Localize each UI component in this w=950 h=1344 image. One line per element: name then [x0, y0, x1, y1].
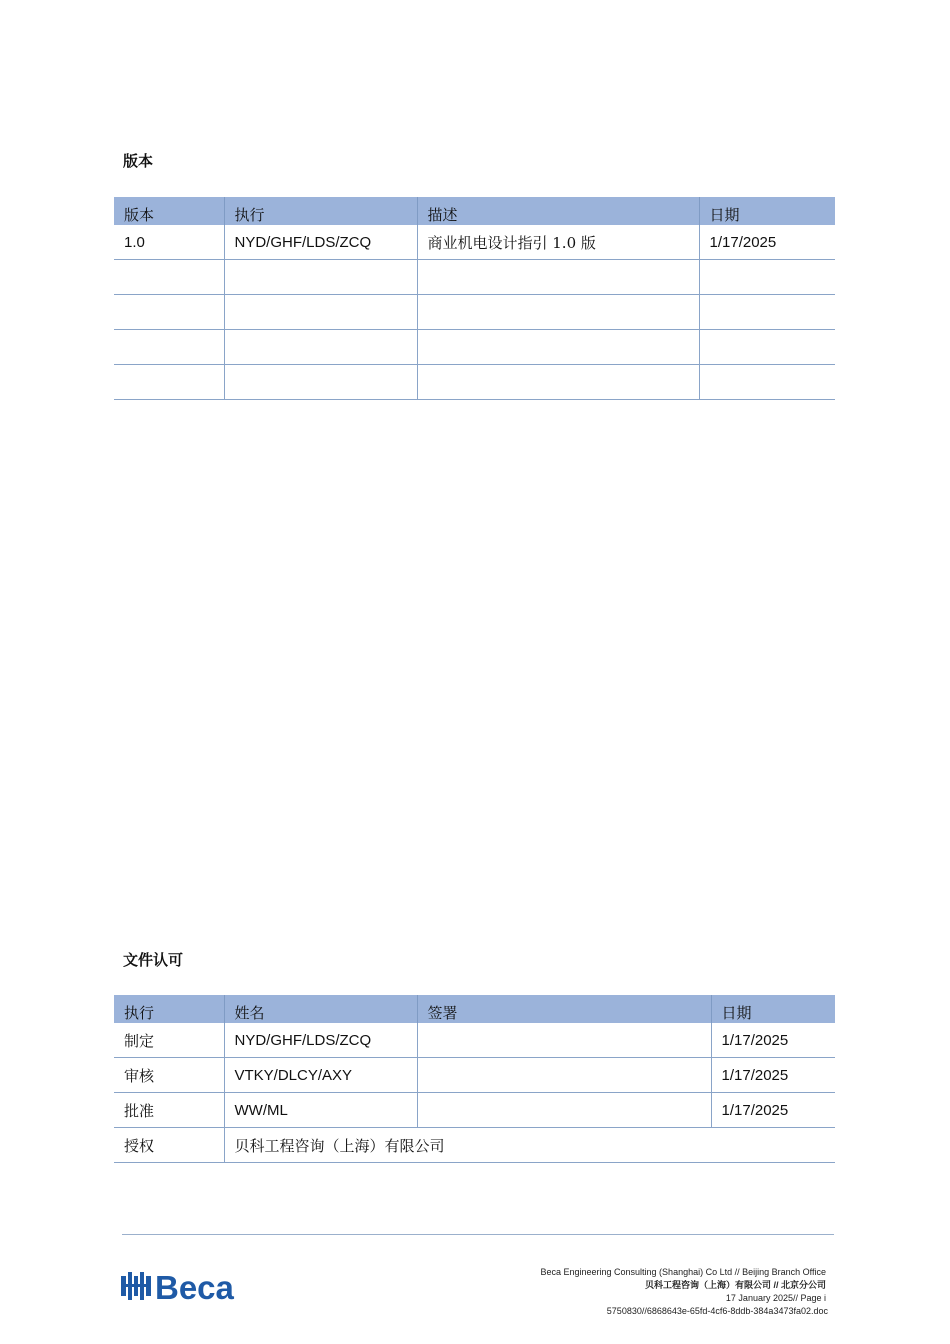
cell-version: 1.0 — [114, 225, 224, 260]
revision-table — [114, 197, 835, 400]
cell-description — [417, 365, 699, 400]
cell-description — [417, 260, 699, 295]
footer-divider — [122, 1234, 834, 1235]
col-header: 描述 — [417, 197, 699, 225]
cell-version — [114, 295, 224, 330]
col-header: 签署 — [417, 995, 711, 1023]
col-header: 版本 — [114, 197, 224, 225]
cell-executor — [224, 365, 417, 400]
beca-logo — [121, 1270, 261, 1309]
cell-name: NYD/GHF/LDS/ZCQ — [224, 1023, 417, 1058]
col-header: 姓名 — [224, 995, 417, 1023]
table-row — [114, 1023, 835, 1058]
logo-wordmark: Beca — [155, 1270, 234, 1304]
col-header: 日期 — [711, 995, 835, 1023]
footer-info — [540, 1266, 826, 1318]
cell-signature — [417, 1023, 711, 1058]
footer-doc-ref: 5750830//6868643e-65fd-4cf6-8ddb-384a3473fa02.doc — [606, 1306, 828, 1316]
footer-company-cn: 贝科工程咨询（上海）有限公司 // 北京分公司 — [644, 1280, 826, 1290]
cell-signature — [417, 1093, 711, 1128]
cell-date — [699, 260, 835, 295]
cell-role: 授权 — [114, 1128, 224, 1163]
revision-header-row — [114, 197, 835, 225]
cell-date: 1/17/2025 — [711, 1093, 835, 1128]
cell-executor — [224, 260, 417, 295]
table-row — [114, 330, 835, 365]
cell-version — [114, 365, 224, 400]
table-row — [114, 365, 835, 400]
cell-name: VTKY/DLCY/AXY — [224, 1058, 417, 1093]
cell-executor — [224, 295, 417, 330]
cell-version — [114, 260, 224, 295]
table-row — [114, 225, 835, 260]
logo-mark-icon — [121, 1272, 151, 1300]
cell-role: 审核 — [114, 1058, 224, 1093]
table-row — [114, 260, 835, 295]
cell-date — [699, 295, 835, 330]
cell-description: 商业机电设计指引 1.0 版 — [417, 225, 699, 260]
col-header: 日期 — [699, 197, 835, 225]
cell-date: 1/17/2025 — [711, 1058, 835, 1093]
col-header: 执行 — [114, 995, 224, 1023]
cell-executor — [224, 330, 417, 365]
cell-date: 1/17/2025 — [699, 225, 835, 260]
cell-executor: NYD/GHF/LDS/ZCQ — [224, 225, 417, 260]
cell-signature — [417, 1058, 711, 1093]
approval-header-row — [114, 995, 835, 1023]
cell-description — [417, 330, 699, 365]
cell-role: 制定 — [114, 1023, 224, 1058]
table-row — [114, 1128, 835, 1163]
cell-role: 批准 — [114, 1093, 224, 1128]
col-header: 执行 — [224, 197, 417, 225]
cell-version — [114, 330, 224, 365]
cell-date — [699, 365, 835, 400]
cell-date: 1/17/2025 — [711, 1023, 835, 1058]
cell-description — [417, 295, 699, 330]
cell-date — [699, 330, 835, 365]
cell-authorized-company: 贝科工程咨询（上海）有限公司 — [224, 1128, 835, 1163]
table-row — [114, 295, 835, 330]
revision-heading: 版本 — [123, 153, 154, 170]
footer-date-page: 17 January 2025// Page i — [725, 1293, 826, 1303]
table-row — [114, 1093, 835, 1128]
table-row — [114, 1058, 835, 1093]
approval-table — [114, 995, 835, 1163]
cell-name: WW/ML — [224, 1093, 417, 1128]
approval-heading: 文件认可 — [123, 952, 184, 969]
footer-company-en: Beca Engineering Consulting (Shanghai) Co Ltd // Beijing Branch Office — [540, 1267, 826, 1277]
